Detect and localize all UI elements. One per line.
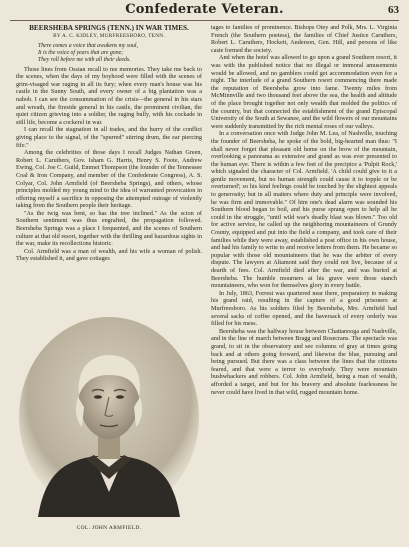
epigraph-verse [38,43,202,64]
paragraph: tages to families of prominence. Bishops Otey and Polk, Mrs. L. Virginia French (the Southern poetess), the families of Chief Justice Caruthers, Robert L. Caruthers, Hockett, Anderson, Gen. Hill, and persons of like caste formed the society. [211,24,397,54]
paragraph: Col. Armfield was a man of wealth, and his wife a woman of polish. They established it, and gave cottages [16,247,202,263]
paragraph: In a conversation once with Judge John M. Lea, of Nashville, touching the founder of Beersheba, he spoke of the bold, big-hearted man thus: "I shall never forget that pleasant old home on the brow of the mountain, overlooking a panorama as extensive and grand as was ever presented to the human eye. There is within a few feet of the precipice a 'Pulpit Rock,' which signaled the character of Col. Armfield. 'A child could give to it a gentle movement, but no human strength could cause it to topple or be overturned'; so his kind feelings could be touched by the slightest appeals to generosity; but in all matters where duty and principle were involved, he was firm and immovable." Of him one's dead alarm was sounded his Southern blood began to boil, and his purse sprang open to help all he could in the struggle, "until wild war's deadly blast was blown." Too old for active service, he called up the neighboring mountaineers of Grundy County, equipped and put into the field a company, and took care of their families while they were away, established a post office in his own house, and had his family to write to and receive letters from them. He became so popular with those old mountaineers that he was the arbiter of every dispute. The lawyers at Altamont said they could not live, because of a dearth of fees. Col. Armfield died after the war, and was buried at Beersheba. The humble mourners at his grave were those stanch mountaineers, who won for themselves glory in every battle. [211,130,397,290]
verse-line: It is the voice of years that are gone; [38,49,124,56]
paragraph: Among the celebrities of those days I recall Judges Nathan Green, Robert L. Caruthers, Gov. Isham G. Harris, Henry S. Foote, Andrew Ewing, Col. Joe C. Guild, Emmet Thompson (the founder of the Tennessee Coal & Iron Company, and member of the Confederate Congress), A. S. Colyar, Col. John Armfield (of Beersheba Springs), and others, whose principles molded my young mind to the idea of warranted provocation in offering myself a sacrifice in opposing the attempted outrage of violently taking from the Southern people their heritage. [16,149,202,210]
portrait-image [16,317,202,517]
paragraph: And when the hotel was allowed to go upon a grand Southern resort, it was with the published notice that no illegal or immoral amusements would be allowed, and no gamblers could get accommodation even for a night. The interlude of a grand Southern resort commencing there made the reputation of Beersheba grow into fame. Twenty miles from McMinnville and two thousand feet above the sea, the health and altitude of the place brought together not only wealth that molded the politics of the country, but that connected the establishment of the grand Episcopal University of the South at Sewanee, and the wild flowers of our mountains were suddenly transmitted by the rich mental roses of our valleys. [211,54,397,130]
article-byline: BY A. C. KIDLEY, MURFREESBORO, TENN. [53,33,165,39]
paragraph: "As the twig was bent, so has the tree inclined." As the scion of Southern sentiment was thus engrafted, the propagation followed. Beersheba Springs was a place I frequented, and the scenes of Southern culture at that old resort, together with the thrilling and hazardous sights in the war, make its recollections historic. [16,209,202,248]
right-column [211,24,397,396]
paragraph: In July, 1863, Forrest was quartered near there, preparatory to making his grand raid, resulting in the capture of a good prisoners at Murfreesboro. As his soldiers filed by Beersheba, Mrs. Armfield had several sacks of coffee opened, and the haversack of every orderly was filled for his mess. [211,289,397,328]
paragraph: Those lines from Ossian recall to me memories. They take me back to the scenes, when the days of my boyhood were filled with the scenes of grim-visaged war raging in all its fury; when every man's house was his castle in the Sunny South, and every owner of a big plantation was a nabob. I can see the consummation of the crisis—the general in his stars and wreath, the fireside general in his castle, the prominent civilian, the quiet citizen grieving into a soldier, the raging bully, with his cockade in still life, become a cockerel in war. [16,65,202,126]
paragraph: I can recall the stagnation in all trades, and the hurry of the conflict giving place to the signal, of the "spurred" stirring drum, the ear piercing fife." [16,126,202,149]
portrait-figure [16,317,202,540]
masthead-title: Confederate Veteran. [125,2,284,17]
portrait-caption: COL. JOHN ARMFIELD. [76,525,142,531]
page-number: 63 [388,4,399,16]
article-title: BEERSHEBA SPRINGS (TENN.) IN WAR TIMES. [29,24,189,32]
paragraph: Beersheba was the halfway house between Chattanooga and Nashville, and in the line of march between Bragg and Rosecrans. The spectacle was grand, to sit in the observatory and see columns of gray at times going back and at others going forward, and likewise the blue, pursuing and being pursued. But there was a class between the lines that the citizens feared, and that were a terror to everybody. They were mountain bushwhackers and robbers. Col. John Armfield, being a man of wealth, afforded a target, and but for his bravery and absolute fearlessness he never could have lived in that wild, rugged mountain home. [211,327,397,396]
header-rule [10,20,399,21]
page-header [0,0,409,20]
verse-line: There comes a voice that awakens my soul, [38,42,138,49]
verse-line: They roll before me with all their deeds. [38,56,131,63]
left-column [16,24,202,263]
